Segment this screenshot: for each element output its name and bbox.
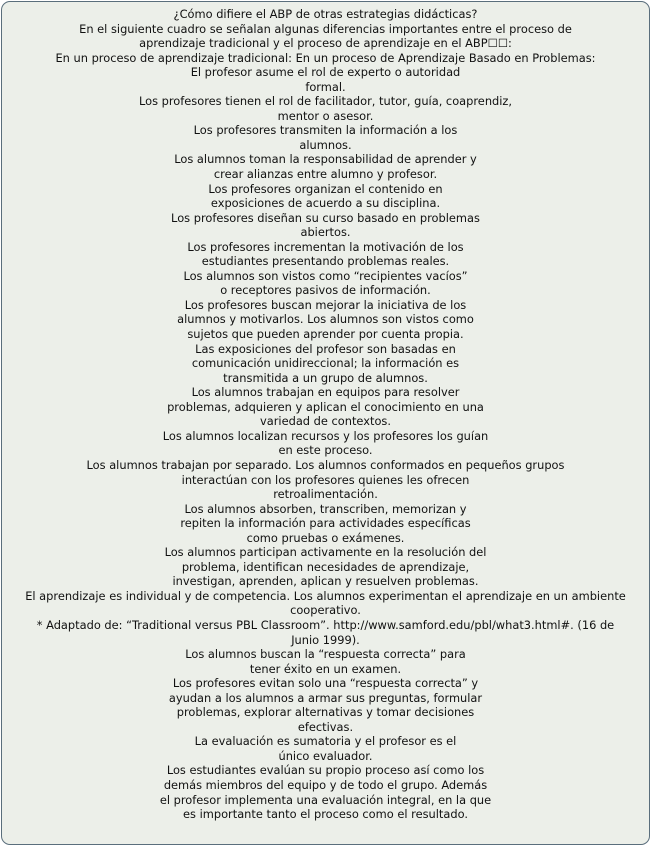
text-line: cooperativo. xyxy=(290,603,361,618)
text-line: en este proceso. xyxy=(278,443,373,458)
text-line: interactúan con los profesores quienes les ofrecen xyxy=(181,472,470,487)
text-line: La evaluación es sumatoria y el profesor es el xyxy=(194,734,457,749)
text-line: variedad de contextos. xyxy=(260,414,391,429)
text-line: ayudan a los alumnos a armar sus preguntas, formular xyxy=(168,690,483,705)
text-line: el profesor implementa una evaluación integral, en la que xyxy=(159,792,492,807)
text-line: repiten la información para actividades específicas xyxy=(180,516,471,531)
text-line: abiertos. xyxy=(300,225,351,240)
text-line: Los alumnos trabajan en equipos para resolver xyxy=(191,385,460,400)
text-line: Los alumnos absorben, transcriben, memorizan y xyxy=(184,501,467,516)
text-line: Los alumnos son vistos como “recipientes vacíos” xyxy=(183,268,468,283)
text-line: crear alianzas entre alumno y profesor. xyxy=(213,167,438,182)
text-line: estudiantes presentando problemas reales. xyxy=(201,254,450,269)
text-line: único evaluador. xyxy=(278,748,373,763)
text-line: Los profesores incrementan la motivación de los xyxy=(187,239,464,254)
document-lines xyxy=(5,22,646,822)
text-line: Los profesores tienen el rol de facilitador, tutor, guía, coaprendiz, xyxy=(138,94,513,109)
text-line: Los profesores organizan el contenido en xyxy=(208,181,443,196)
text-line: investigan, aprenden, aplican y resuelven problemas. xyxy=(172,574,479,589)
text-line: problema, identifican necesidades de aprendizaje, xyxy=(181,559,470,574)
document-title: ¿Cómo difiere el ABP de otras estrategias didácticas? xyxy=(173,7,478,21)
text-line: Junio 1999). xyxy=(291,632,360,647)
text-line: retroalimentación. xyxy=(273,487,378,502)
text-line: sujetos que pueden aprender por cuenta propia. xyxy=(187,327,464,342)
text-line: alumnos y motivarlos. Los alumnos son vistos como xyxy=(177,312,474,327)
text-line: o receptores pasivos de información. xyxy=(220,283,431,298)
text-line: Los alumnos toman la responsabilidad de aprender y xyxy=(174,152,477,167)
text-line: problemas, adquieren y aplican el conocimiento en una xyxy=(167,399,484,414)
text-line: Las exposiciones del profesor son basadas en xyxy=(195,341,456,356)
text-line: Los profesores transmiten la información a los xyxy=(193,123,458,138)
document-panel xyxy=(1,1,650,845)
text-line: tener éxito en un examen. xyxy=(249,661,402,676)
text-line: Los alumnos localizan recursos y los profesores los guían xyxy=(162,428,489,443)
text-line: mentor o asesor. xyxy=(277,108,374,123)
text-line: exposiciones de acuerdo a su disciplina. xyxy=(210,196,441,211)
text-line: Los estudiantes evalúan su propio proceso así como los xyxy=(166,763,485,778)
text-line: El aprendizaje es individual y de competencia. Los alumnos experimentan el aprendizaje en un ambiente xyxy=(25,588,626,603)
text-line: efectivas. xyxy=(297,719,354,734)
text-line: Los alumnos buscan la “respuesta correcta” para xyxy=(185,647,466,662)
text-line: como pruebas o exámenes. xyxy=(246,530,405,545)
text-line: En un proceso de aprendizaje tradicional: En un proceso de Aprendizaje Basado en Problemas: xyxy=(55,50,596,65)
text-line: En el siguiente cuadro se señalan algunas diferencias importantes entre el proceso de xyxy=(79,21,572,36)
text-line: Los profesores buscan mejorar la iniciativa de los xyxy=(184,297,467,312)
text-line: comunicación unidireccional; la información es xyxy=(191,356,460,371)
text-line: problemas, explorar alternativas y tomar decisiones xyxy=(176,705,475,720)
text-line: El profesor asume el rol de experto o autoridad xyxy=(190,65,461,80)
text-line: aprendizaje tradicional y el proceso de aprendizaje en el ABP☐☐: xyxy=(139,36,512,51)
text-line: Los alumnos trabajan por separado. Los alumnos conformados en pequeños grupos xyxy=(86,457,565,472)
document-body xyxy=(2,2,649,822)
text-line: es importante tanto el proceso como el resultado. xyxy=(183,807,468,822)
text-line: Los alumnos participan activamente en la resolución del xyxy=(164,545,487,560)
text-line: * Adaptado de: “Traditional versus PBL Classroom”. http://www.samford.edu/pbl/what3.html#. (16 de xyxy=(36,617,615,632)
text-line: demás miembros del equipo y de todo el grupo. Además xyxy=(163,777,488,792)
text-line: alumnos. xyxy=(299,137,352,152)
text-line: Los profesores diseñan su curso basado en problemas xyxy=(171,210,480,225)
text-line: transmitida a un grupo de alumnos. xyxy=(223,370,428,385)
text-line: Los profesores evitan solo una “respuesta correcta” y xyxy=(172,676,479,691)
text-line: formal. xyxy=(305,79,346,94)
